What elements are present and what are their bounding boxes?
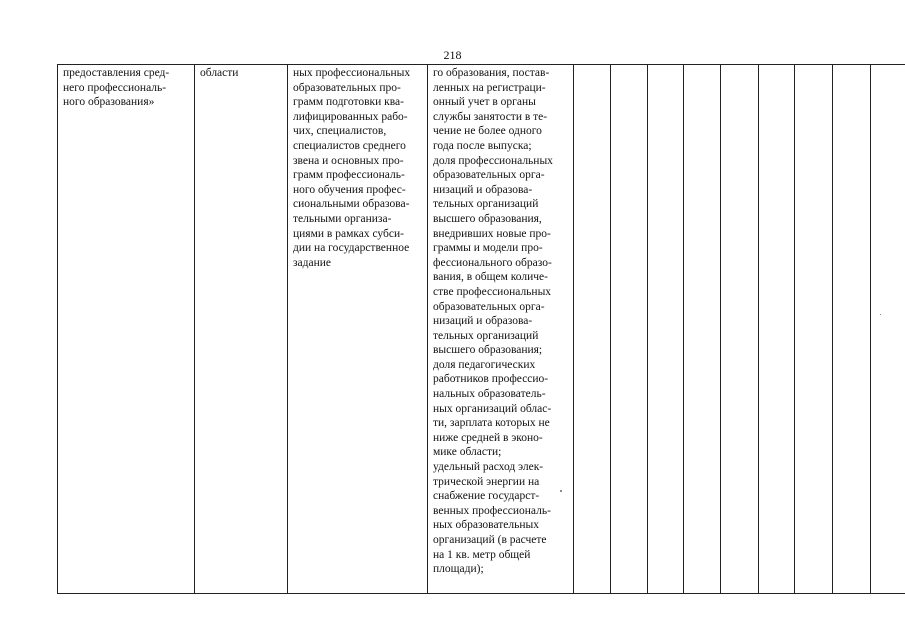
program-name-text: предоставления сред- него профессиональ- ного образования» bbox=[63, 67, 170, 109]
value-cell-1 bbox=[574, 65, 611, 594]
scan-speck bbox=[560, 490, 562, 492]
value-cell-8 bbox=[833, 65, 871, 594]
responsible-cell bbox=[195, 65, 288, 594]
measure-cell bbox=[288, 65, 428, 594]
value-cell-7 bbox=[795, 65, 833, 594]
value-cell-2 bbox=[611, 65, 648, 594]
value-cell-5 bbox=[721, 65, 759, 594]
value-cell-3 bbox=[648, 65, 684, 594]
responsible-text: области bbox=[200, 67, 239, 79]
measure-text: ных профессиональных образовательных про- грамм подготовки ква- лифицированных рабо- чих, специалистов, специалистов среднего звена и основных про- грамм профессиональ- ного обучения профес- сиональными образова- тельными организа- циями в рамках субси- дии на государственное задание bbox=[293, 67, 411, 269]
value-cell-9 bbox=[871, 65, 905, 594]
program-name-cell bbox=[58, 65, 195, 594]
indicators-cell bbox=[428, 65, 574, 594]
table-row bbox=[58, 65, 905, 594]
indicators-text: го образования, постав- ленных на регистраци- онный учет в органы службы занятости в те- чение не более одного года после выпуска; доля профессиональных образовательных орга- низаций и образова- тельных организаций высшего образования, внедривших новые про- граммы и модели про- фессионального образо- вания, в общем количе- стве профессиональных образовательных орга- низаций и образова- тельных организаций высшего образования; доля педагогических работников профессио- нальных образователь- ных организаций облас- ти, зарплата которых не ниже средней в эконо- мике области; удельный расход элек- трической энергии на снабжение государст- венных профессиональ- ных образовательных организаций (в расчете на 1 кв. метр общей площади); bbox=[433, 67, 553, 576]
page-number: 218 bbox=[443, 48, 462, 62]
value-cell-6 bbox=[759, 65, 795, 594]
scan-speck bbox=[880, 314, 881, 315]
program-table bbox=[57, 64, 905, 594]
value-cell-4 bbox=[684, 65, 721, 594]
